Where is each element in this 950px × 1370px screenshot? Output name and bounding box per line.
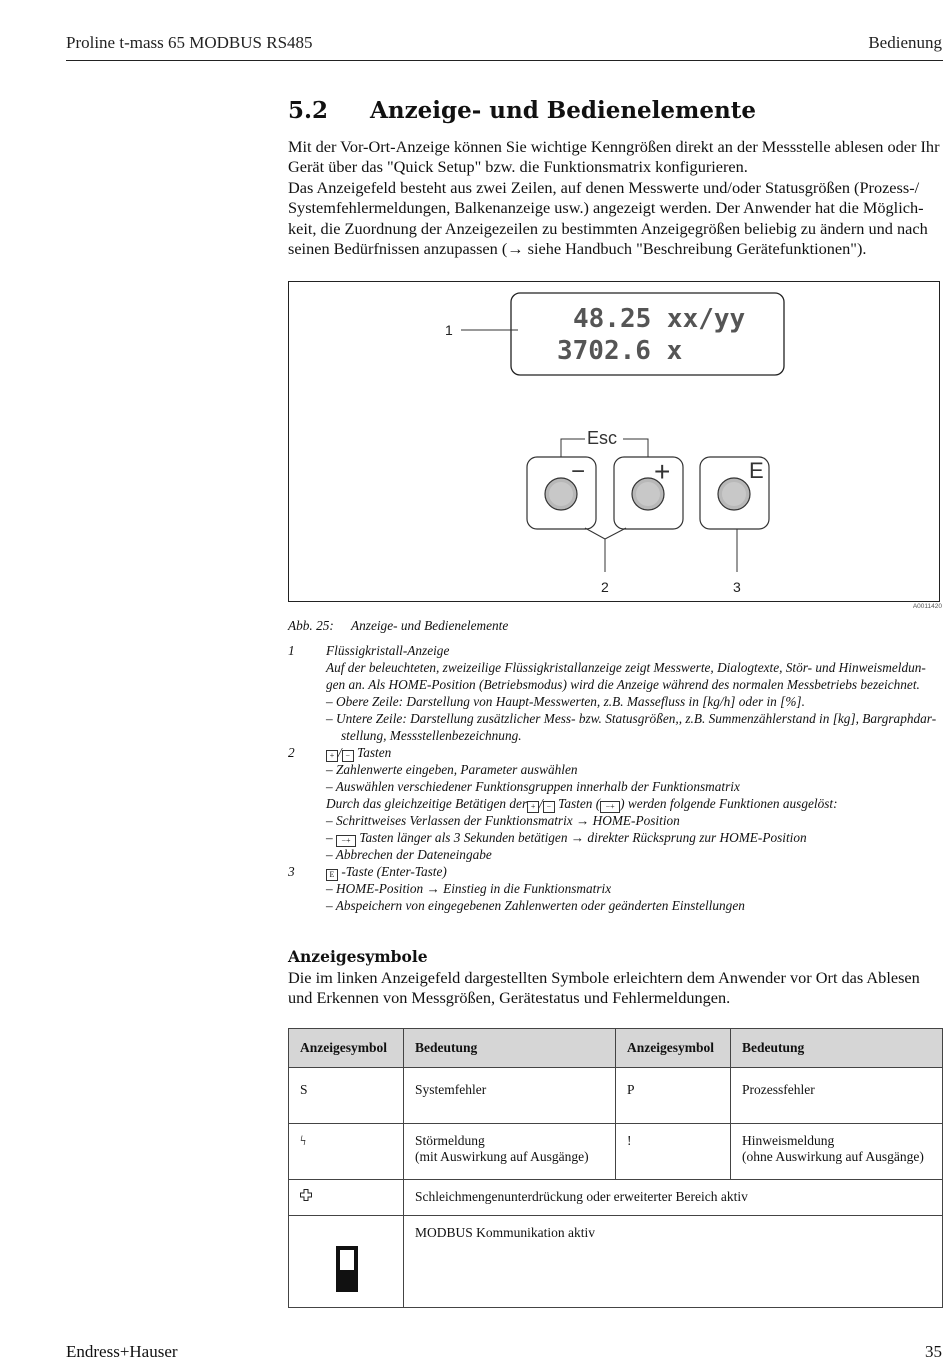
plus-key-icon: +	[527, 801, 539, 813]
legend-2-text: –	[326, 830, 333, 845]
intro-line: Das Anzeigefeld besteht aus zwei Zeilen, auf denen Messwerte und/oder Statusgrößen (Prozess-/	[288, 177, 920, 197]
legend-num-2: 2	[288, 745, 295, 760]
header-rule	[66, 60, 943, 61]
legend-2-text: – Abbrechen der Dateneingabe	[326, 847, 492, 862]
minus-key-icon: −	[342, 750, 354, 762]
lightning-symbol-cell: ϟ	[289, 1124, 404, 1180]
table-row	[289, 1216, 943, 1308]
page-number: 35	[925, 1342, 942, 1361]
legend-2-title: Tasten	[357, 745, 392, 760]
figure-caption-number: Abb. 25:	[288, 618, 334, 633]
esc-bracket-right	[623, 439, 648, 458]
legend-3-text: – HOME-Position → Einstieg in die Funktionsmatrix	[326, 881, 612, 896]
symbols-text-line: Die im linken Anzeigefeld dargestellten Symbole erleichtern dem Anwender vor Ort das Ablesen	[288, 968, 920, 987]
column-header: Bedeutung	[731, 1029, 943, 1068]
symbol-cell: !	[616, 1124, 731, 1180]
legend-2-text: Durch das gleichzeitige Betätigen der	[326, 796, 528, 811]
intro-paragraph	[288, 137, 948, 259]
minus-key-label: −	[571, 458, 586, 485]
esc-label: Esc	[587, 428, 618, 448]
intro-line: seinen Bedürfnissen anzupassen (→ siehe Handbuch "Beschreibung Gerätefunktionen").	[288, 239, 867, 259]
enter-key-label: E	[749, 458, 764, 483]
legend-2-text: – Zahlenwerte eingeben, Parameter auswählen	[326, 762, 578, 777]
low-flow-cutoff-icon	[300, 1189, 312, 1201]
meaning-cell	[404, 1124, 616, 1180]
legend-1-text: stellung, Messstellenbezeichnung.	[341, 728, 522, 743]
figure-caption-text: Anzeige- und Bedienelemente	[351, 618, 509, 633]
intro-line: keit, die Zuordnung der Anzeigezeilen zu bestimmten Anzeigegrößen beliebig zu ändern und nach	[288, 218, 928, 238]
meaning-cell: Prozessfehler	[731, 1068, 943, 1124]
figure-legend	[288, 642, 943, 922]
footer-brand: Endress+Hauser	[66, 1342, 178, 1361]
symbols-text-line: und Erkennen von Messgrößen, Gerätestatus und Fehlermeldungen.	[288, 988, 731, 1008]
figure-ref: A0011420	[912, 603, 942, 610]
legend-2-title-row: + / − Tasten	[326, 744, 391, 762]
callout-3: 3	[733, 579, 741, 595]
legend-1-title: Flüssigkristall-Anzeige	[326, 643, 450, 658]
plus-key-icon: +	[326, 750, 338, 762]
symbol-cell	[289, 1216, 404, 1308]
symbols-paragraph	[288, 968, 948, 1009]
header-section: Bedienung	[868, 33, 942, 52]
legend-1-text: – Untere Zeile: Darstellung zusätzlicher Mess- bzw. Statusgrößen,, z.B. Summenzählerstand in [kg], Bargraphdar-	[326, 711, 937, 726]
symbols-table	[288, 1028, 943, 1308]
meaning-cell: MODBUS Kommunikation aktiv	[404, 1216, 943, 1308]
callout-2-fork	[585, 528, 626, 539]
intro-line: Mit der Vor-Ort-Anzeige können Sie wichtige Kenngrößen direkt an der Messstelle ablesen oder Ihr	[288, 137, 940, 156]
display-figure	[288, 281, 940, 602]
legend-2-hold-row	[326, 829, 807, 847]
header-title: Proline t-mass 65 MODBUS RS485	[66, 33, 313, 52]
meaning-text: Störmeldung	[415, 1133, 485, 1148]
intro-line: Gerät über das "Quick Setup" bzw. die Funktionsmatrix konfigurieren.	[288, 157, 748, 177]
symbol-cell: P	[616, 1068, 731, 1124]
lcd-line-1: 48.25 xx/yy	[573, 304, 746, 334]
table-row	[289, 1180, 943, 1216]
legend-2-text: – Auswählen verschiedener Funktionsgruppen innerhalb der Funktionsmatrix	[326, 779, 740, 794]
legend-3-title-row	[326, 863, 447, 881]
meaning-text: Hinweismeldung	[742, 1133, 835, 1148]
esc-bracket-left	[561, 439, 585, 458]
legend-num-1: 1	[288, 643, 295, 658]
meaning-cell	[731, 1124, 943, 1180]
plus-key-label: +	[654, 456, 671, 487]
legend-3-text: – Abspeichern von eingegebenen Zahlenwerten oder geänderten Einstellungen	[326, 898, 745, 913]
device-illustration	[289, 282, 941, 603]
symbols-heading: Anzeigesymbole	[288, 947, 428, 966]
esc-combo-icon: −+	[336, 835, 356, 847]
legend-3-title: -Taste (Enter-Taste)	[341, 864, 447, 879]
symbol-cell	[289, 1180, 404, 1216]
meaning-cell: Systemfehler	[404, 1068, 616, 1124]
legend-1-text: gen an. Als HOME-Position (Betriebsmodus) wird die Anzeige während des normalen Messbetriebs bezeichnet.	[326, 677, 920, 692]
modbus-communication-icon	[336, 1246, 358, 1292]
legend-2-combo-row: Durch das gleichzeitige Betätigen der + / − Tasten ( −+ ) werden folgende Funktionen ausgelöst:	[326, 796, 838, 811]
meaning-cell: Schleichmengenunterdrückung oder erweiterter Bereich aktiv	[404, 1180, 943, 1216]
legend-1-text: – Obere Zeile: Darstellung von Haupt-Messwerten, z.B. Massefluss in [kg/h] oder in [%].	[326, 694, 805, 709]
minus-key-icon: −	[543, 801, 555, 813]
legend-num-3: 3	[288, 864, 295, 879]
callout-1: 1	[445, 322, 453, 338]
column-header: Anzeigesymbol	[289, 1029, 404, 1068]
lcd-line-2: 3702.6 x	[557, 336, 683, 366]
legend-1-text: Auf der beleuchteten, zweizeilige Flüssigkristallanzeige zeigt Messwerte, Dialogtexte, Stör- und Hinweismeldun-	[326, 660, 926, 675]
section-title: Anzeige- und Bedienelemente	[370, 97, 757, 124]
legend-2-text: – Schrittweises Verlassen der Funktionsmatrix → HOME-Position	[326, 813, 680, 828]
legend-2-text: Tasten länger als 3 Sekunden betätigen → direkter Rücksprung zur HOME-Position	[359, 830, 807, 845]
section-number: 5.2	[288, 97, 329, 124]
intro-line: Systemfehlermeldungen, Balkenanzeige usw.) angezeigt werden. Der Anwender hat die Möglich-	[288, 198, 924, 218]
table-row	[289, 1068, 943, 1124]
callout-2: 2	[601, 579, 609, 595]
table-row	[289, 1124, 943, 1180]
enter-key-icon: E	[326, 869, 338, 881]
table-header-row	[289, 1029, 943, 1068]
column-header: Bedeutung	[404, 1029, 616, 1068]
meaning-text: (mit Auswirkung auf Ausgänge)	[415, 1149, 589, 1164]
meaning-text: (ohne Auswirkung auf Ausgänge)	[742, 1149, 924, 1164]
esc-combo-icon: −+	[600, 801, 620, 813]
symbol-cell: S	[289, 1068, 404, 1124]
column-header: Anzeigesymbol	[616, 1029, 731, 1068]
legend-2-text: Tasten (	[558, 796, 601, 811]
legend-2-text: ) werden folgende Funktionen ausgelöst:	[620, 796, 838, 811]
